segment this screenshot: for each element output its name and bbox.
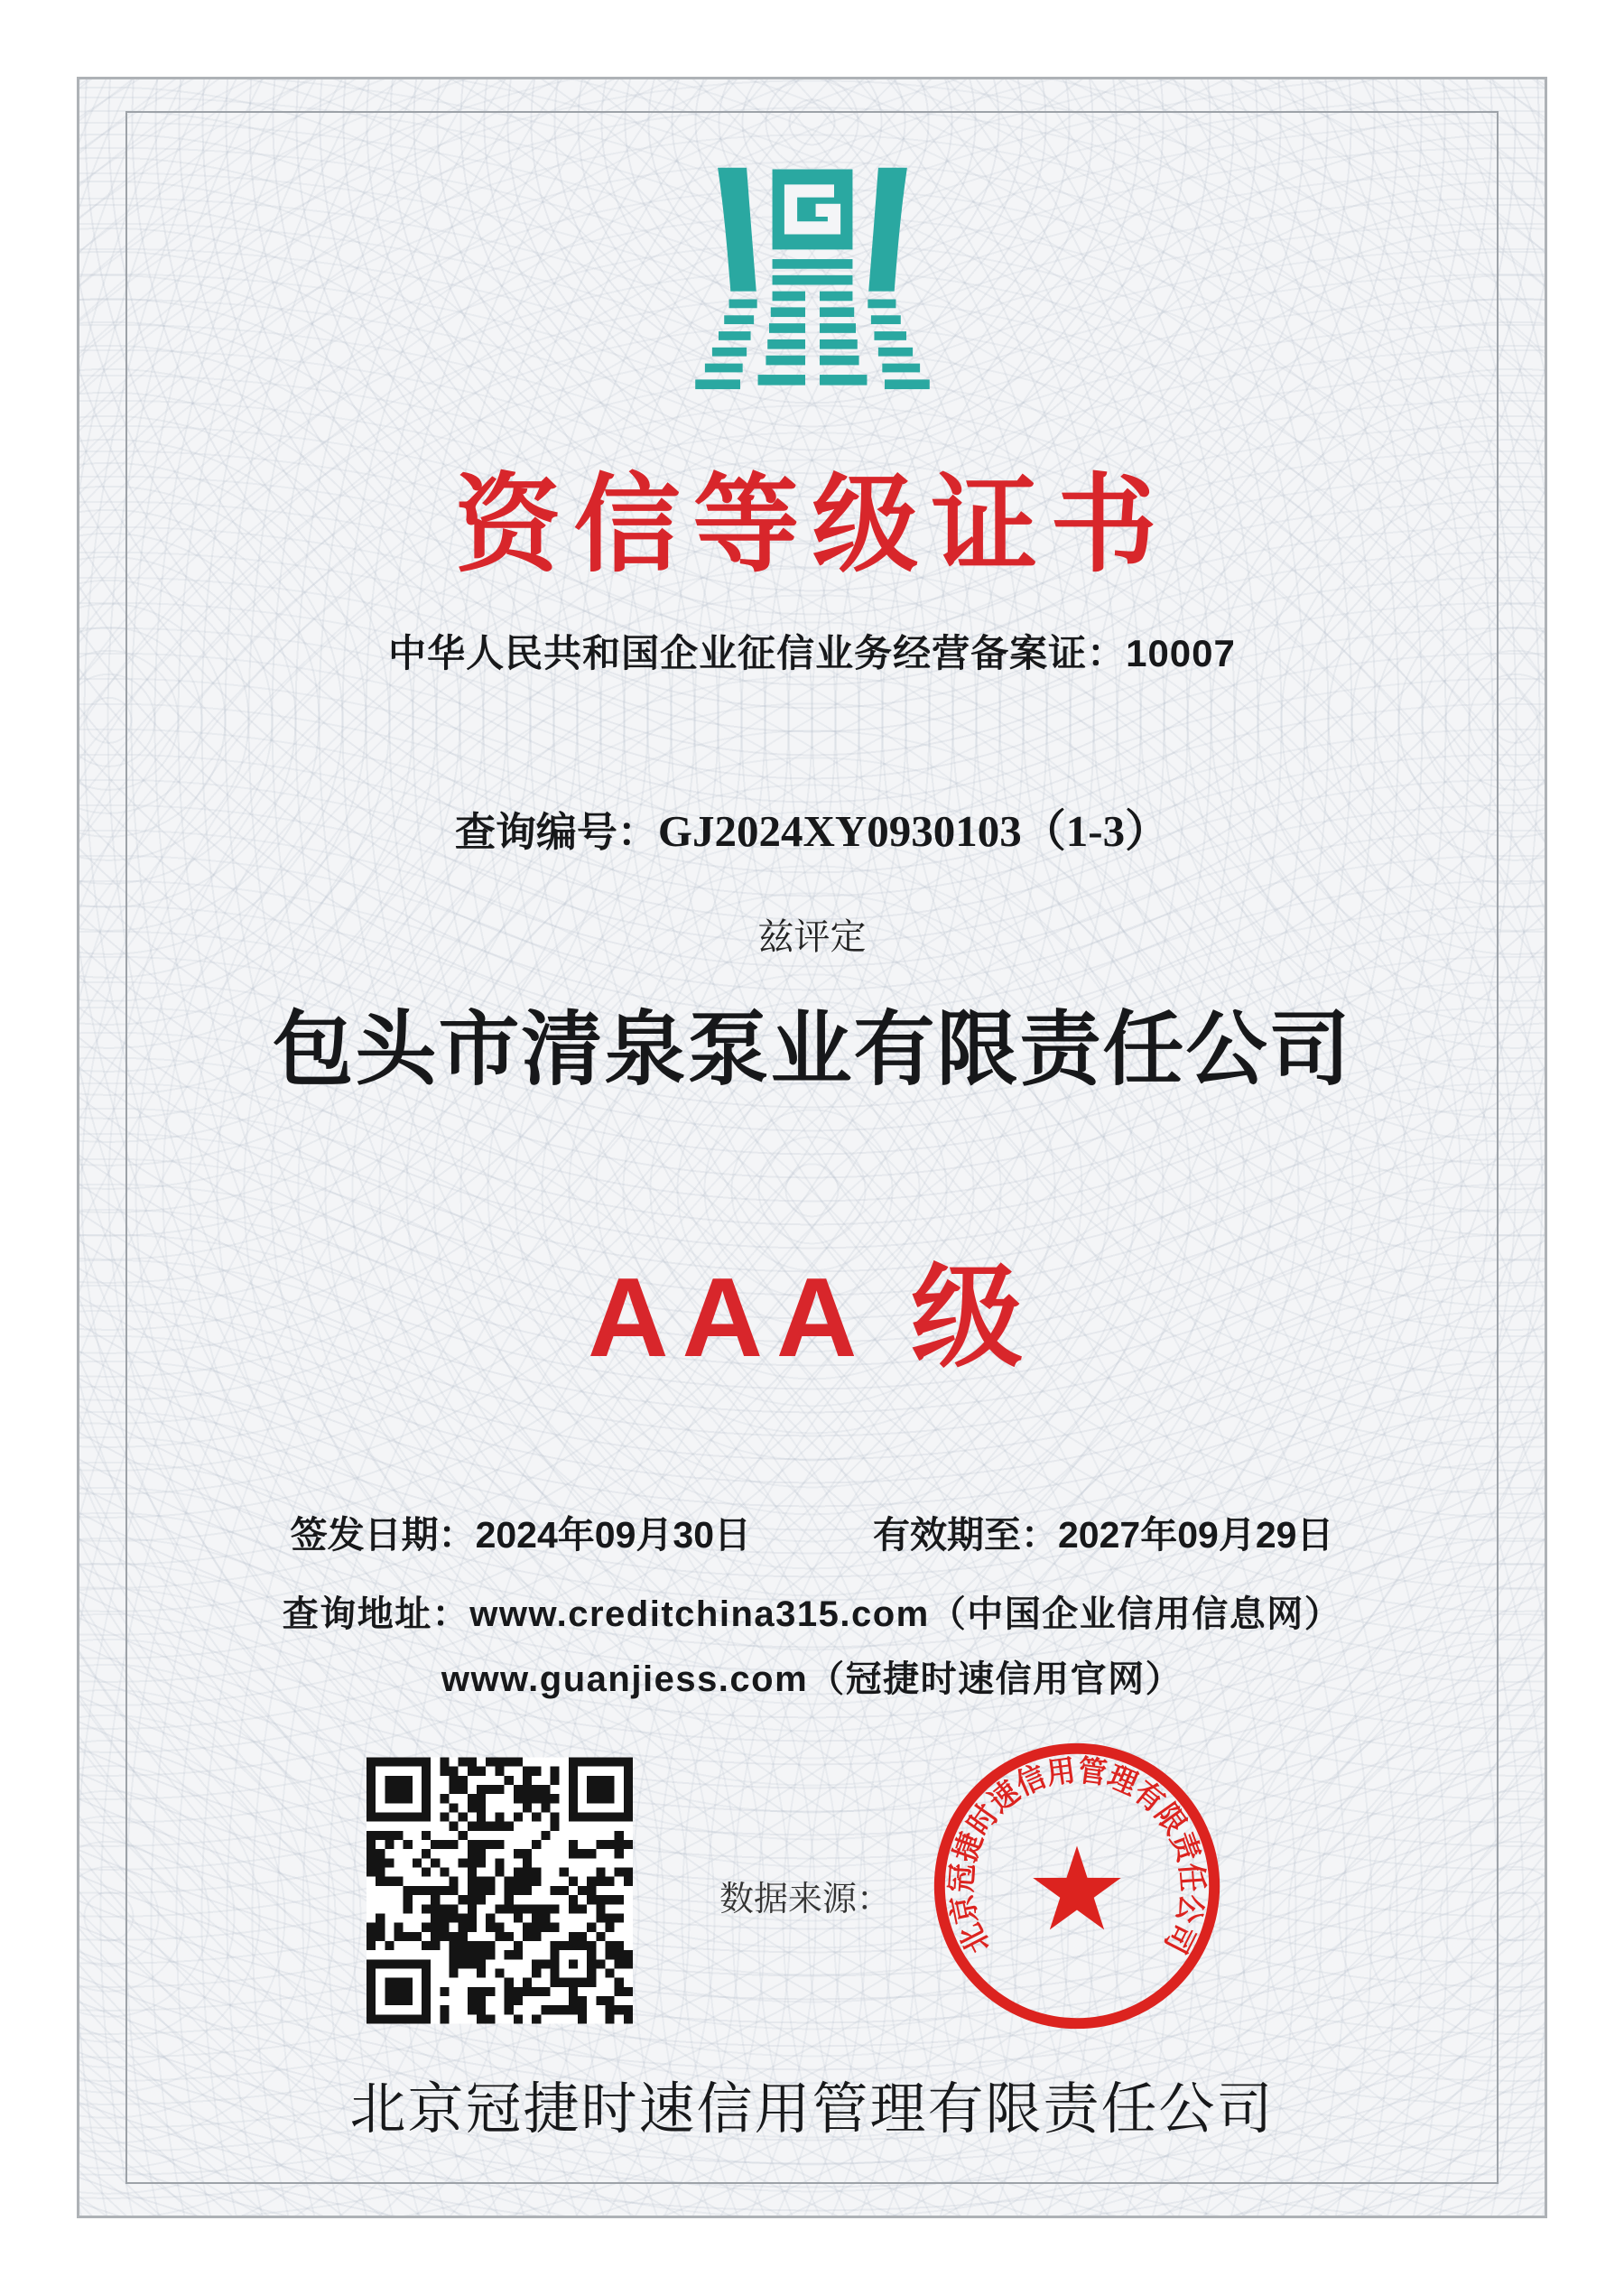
filing-number-line: 中华人民共和国企业征信业务经营备案证：10007 <box>388 632 1236 674</box>
valid-until <box>873 1514 1334 1556</box>
issue-date-label: 签发日期： <box>290 1514 476 1556</box>
qr-code <box>367 1746 633 2035</box>
issue-date <box>290 1514 751 1556</box>
valid-until-label: 有效期至： <box>873 1514 1058 1556</box>
assess-label: 兹评定 <box>757 917 867 957</box>
star-icon <box>1033 1846 1121 1930</box>
query-number-label: 查询编号： <box>454 809 658 855</box>
data-source-label: 数据来源： <box>719 1881 892 1919</box>
valid-until-value: 2027年09月29日 <box>1058 1514 1334 1556</box>
issue-date-value: 2024年09月30日 <box>475 1514 751 1556</box>
company-seal <box>923 1732 1231 2040</box>
query-number-value: GJ2024XY0930103（1-3） <box>657 806 1170 856</box>
rating-grade: AAA 级 <box>588 1256 1036 1380</box>
company-name: 包头市清泉泵业有限责任公司 <box>272 1006 1352 1095</box>
seal-text: 北京冠捷时速信用管理有限责任公司 <box>944 1753 1210 1960</box>
query-address-line2: www.guanjiess.com（冠捷时速信用官网） <box>441 1659 1183 1699</box>
query-address-label: 查询地址： <box>282 1594 470 1634</box>
issuer-name: 北京冠捷时速信用管理有限责任公司 <box>349 2078 1275 2141</box>
query-address-line1 <box>0 1596 1624 1632</box>
query-address-url1: www.creditchina315.com（中国企业信用信息网） <box>469 1594 1342 1634</box>
dates-row <box>0 1514 1624 1556</box>
certificate-title: 资信等级证书 <box>454 466 1170 585</box>
issuer-logo <box>668 164 957 405</box>
query-number-line <box>0 807 1624 856</box>
